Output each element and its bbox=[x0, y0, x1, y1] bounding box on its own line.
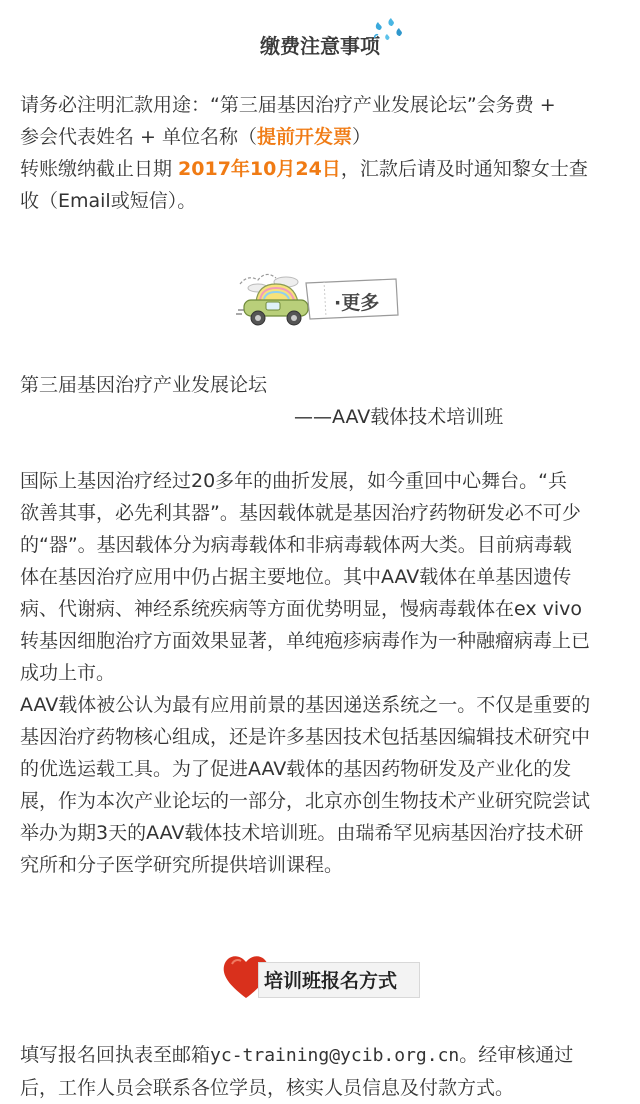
payment-line-2-post: ） bbox=[352, 126, 372, 148]
payment-line-4: 收（Email或短信）。 bbox=[20, 190, 197, 212]
more-label[interactable]: ·更多 bbox=[334, 292, 380, 314]
forum-p1-line: 的“器”。基因载体分为病毒载体和非病毒载体两大类。目前病毒载 bbox=[20, 534, 572, 556]
forum-p2-line: 究所和分子医学研究所提供培训课程。 bbox=[20, 854, 344, 876]
payment-line-2-pre: 参会代表姓名 + 单位名称（ bbox=[20, 126, 257, 148]
forum-title: 第三届基因治疗产业发展论坛 bbox=[20, 374, 268, 396]
payment-line-2 bbox=[20, 121, 622, 153]
payment-line-3 bbox=[20, 153, 622, 185]
registration-line-1-post: 。经审核通过 bbox=[459, 1044, 574, 1066]
invoice-highlight: 提前开发票 bbox=[257, 126, 353, 148]
forum-p1-line: 病、代谢病、神经系统疾病等方面优势明显，慢病毒载体在ex vivo bbox=[20, 598, 583, 620]
forum-p1-line: 欲善其事，必先利其器”。基因载体就是基因治疗药物研发必不可少 bbox=[20, 502, 581, 524]
forum-p1-line: 体在基因治疗应用中仍占据主要地位。其中AAV载体在单基因遗传 bbox=[20, 566, 572, 588]
payment-line-3-post: ，汇款后请及时通知黎女士查 bbox=[340, 158, 588, 180]
forum-subtitle: ——AAV载体技术培训班 bbox=[294, 406, 504, 428]
registration-paragraph bbox=[20, 1039, 622, 1104]
forum-p1-line: 国际上基因治疗经过20多年的曲折发展，如今重回中心舞台。“兵 bbox=[20, 470, 568, 492]
forum-paragraph-2 bbox=[20, 689, 622, 881]
forum-p1-line: 成功上市。 bbox=[20, 662, 116, 684]
payment-line-3-pre: 转账缴纳截止日期 bbox=[20, 158, 179, 180]
registration-email-link[interactable]: yc-training@ycib.org.cn bbox=[210, 1045, 460, 1066]
payment-paragraph bbox=[20, 89, 622, 217]
payment-title: 缴费注意事项 bbox=[260, 34, 380, 58]
payment-line-1: 请务必注明汇款用途：“第三届基因治疗产业发展论坛”会务费 + bbox=[20, 94, 556, 116]
registration-line-1 bbox=[20, 1039, 622, 1072]
payment-title-wrap bbox=[0, 30, 640, 59]
forum-p2-line: 基因治疗药物核心组成，还是许多基因技术包括基因编辑技术研究中 bbox=[20, 726, 591, 748]
forum-p2-line: AAV载体被公认为最有应用前景的基因递送系统之一。不仅是重要的 bbox=[20, 694, 591, 716]
registration-title: 培训班报名方式 bbox=[264, 970, 398, 992]
registration-line-2: 后，工作人员会联系各位学员，核实人员信息及付款方式。 bbox=[20, 1077, 515, 1099]
forum-paragraph-1 bbox=[20, 465, 622, 689]
forum-p2-line: 举办为期3天的AAV载体技术培训班。由瑞希罕见病基因治疗技术研 bbox=[20, 822, 584, 844]
forum-p2-line: 的优选运载工具。为了促进AAV载体的基因药物研发及产业化的发 bbox=[20, 758, 572, 780]
forum-heading bbox=[20, 369, 622, 433]
forum-p2-line: 展，作为本次产业论坛的一部分，北京亦创生物技术产业研究院尝试 bbox=[20, 790, 591, 812]
registration-line-1-pre: 填写报名回执表至邮箱 bbox=[20, 1044, 211, 1066]
water-drops-icon bbox=[372, 16, 406, 46]
forum-p1-line: 转基因细胞治疗方面效果显著，单纯疱疹病毒作为一种融瘤病毒上已 bbox=[20, 630, 591, 652]
deadline-highlight: 2017年10月24日 bbox=[178, 158, 341, 180]
